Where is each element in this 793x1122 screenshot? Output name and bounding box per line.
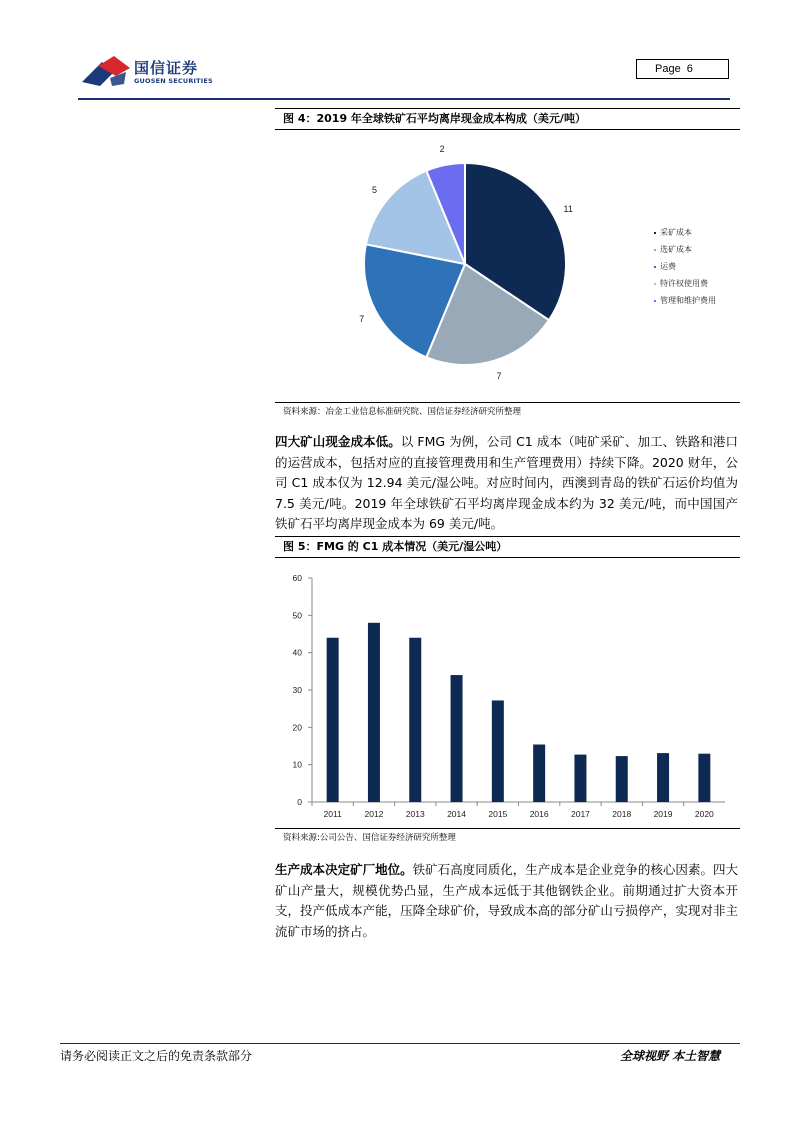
legend-item-4 <box>654 292 716 309</box>
x-tick-label-2018: 2018 <box>612 809 632 819</box>
figure4-title: 图 4：2019 年全球铁矿石平均离岸现金成本构成（美元/吨） <box>275 108 740 130</box>
bar-2012 <box>368 623 380 802</box>
figure4-legend <box>654 224 716 309</box>
bar-2013 <box>409 638 421 802</box>
legend-label: 选矿成本 <box>660 245 692 254</box>
pie-value-label-3: 5 <box>372 184 378 195</box>
figure4-source: 资料来源：冶金工业信息标准研究院、国信证券经济研究所整理 <box>283 407 522 417</box>
logo-text-cn: 国信证券 <box>134 59 199 77</box>
x-tick-label-2016: 2016 <box>529 809 549 819</box>
legend-item-0 <box>654 224 716 241</box>
legend-item-1 <box>654 241 716 258</box>
figure5-bottom-rule <box>275 828 740 829</box>
x-tick-label-2015: 2015 <box>488 809 508 819</box>
pie-value-label-4: 2 <box>439 144 445 155</box>
legend-label: 采矿成本 <box>660 228 692 237</box>
x-tick-label-2019: 2019 <box>653 809 673 819</box>
y-tick-label-0: 0 <box>297 797 302 807</box>
page-indicator <box>636 59 729 79</box>
legend-swatch-icon <box>654 300 656 302</box>
header-rule <box>78 98 730 100</box>
bar-2020 <box>698 754 710 802</box>
legend-swatch-icon <box>654 249 656 251</box>
figure5-source: 资料来源:公司公告、国信证券经济研究所整理 <box>283 833 456 843</box>
pie-value-label-2: 7 <box>359 314 365 325</box>
pie-value-label-1: 7 <box>496 370 502 381</box>
logo-text-en: GUOSEN SECURITIES <box>134 77 213 85</box>
paragraph-c1-cost <box>275 432 738 535</box>
legend-swatch-icon <box>654 266 656 268</box>
y-tick-label-2: 20 <box>292 722 302 733</box>
x-tick-label-2020: 2020 <box>694 809 714 819</box>
paragraph-c1-cost-text: 以 FMG 为例，公司 C1 成本（吨矿采矿、加工、铁路和港口的运营成本，包括对应的直接管理费用和生产管理费用）持续下降。2020 财年，公司 C1 成本仅为 12.94 美元/湿公吨。对应时间内，西澳到青岛的铁矿石运价均值为 7.5 美元/吨。2019 年全球铁矿石平均离岸现金成本约为 32 美元/吨，而中国国产铁矿石平均离岸现金成本为 69 美元/吨。 <box>275 434 738 531</box>
legend-swatch-icon <box>654 232 656 234</box>
legend-label: 特许权使用费 <box>660 279 708 288</box>
page-number: 6 <box>686 63 693 75</box>
bar-2017 <box>574 755 586 802</box>
x-tick-label-2013: 2013 <box>405 809 425 819</box>
bar-2011 <box>327 638 339 802</box>
bar-2019 <box>657 753 669 802</box>
footer-disclaimer: 请务必阅读正文之后的免责条款部分 <box>60 1049 253 1063</box>
paragraph-c1-cost-lead: 四大矿山现金成本低。 <box>275 434 401 449</box>
paragraph-production-cost-text: 铁矿石高度同质化，生产成本是企业竞争的核心因素。四大矿山产量大，规模优势凸显，生产成本远低于其他钢铁企业。前期通过扩大资本开支，投产低成本产能，压降全球矿价，导致成本高的部分矿山亏损停产，实现对非主流矿市场的挤占。 <box>275 862 738 939</box>
figure5-title: 图 5：FMG 的 C1 成本情况（美元/湿公吨） <box>275 536 740 558</box>
footer-slogan: 全球视野 本土智慧 <box>620 1049 721 1063</box>
x-tick-label-2014: 2014 <box>447 809 467 819</box>
y-tick-label-6: 60 <box>292 573 302 583</box>
legend-item-2 <box>654 258 716 275</box>
bar-2014 <box>451 675 463 802</box>
legend-swatch-icon <box>654 283 656 285</box>
pie-value-label-0: 11 <box>563 203 573 214</box>
y-tick-label-3: 30 <box>292 685 302 695</box>
footer-rule <box>60 1043 740 1044</box>
x-tick-label-2017: 2017 <box>570 809 590 819</box>
legend-label: 运费 <box>660 262 676 271</box>
y-tick-label-1: 10 <box>292 759 302 770</box>
bar-2018 <box>616 756 628 802</box>
paragraph-production-cost-lead: 生产成本决定矿厂地位。 <box>275 862 413 877</box>
bar-2015 <box>492 700 504 802</box>
legend-item-3 <box>654 275 716 292</box>
bar-2016 <box>533 745 545 802</box>
figure5-bar-chart <box>275 566 740 826</box>
page-label: Page <box>655 63 681 75</box>
x-tick-label-2011: 2011 <box>323 809 342 819</box>
y-tick-label-4: 40 <box>292 647 302 658</box>
figure4-bottom-rule <box>275 402 740 403</box>
x-tick-label-2012: 2012 <box>364 809 384 819</box>
y-tick-label-5: 50 <box>292 610 302 621</box>
legend-label: 管理和维护费用 <box>660 296 716 305</box>
paragraph-production-cost <box>275 860 738 942</box>
